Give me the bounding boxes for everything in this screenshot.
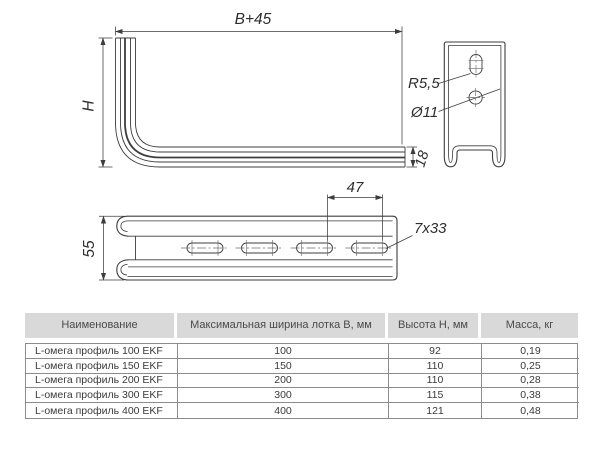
dim-slot-pitch-label: 47 (346, 179, 364, 196)
cell-name: L-омега профиль 200 EKF (26, 374, 178, 389)
cell-name: L-омега профиль 150 EKF (26, 359, 178, 374)
cell-name: L-омега профиль 100 EKF (26, 344, 178, 359)
dim-slot-pitch-47 (328, 195, 383, 241)
slot-centerlines (181, 240, 394, 256)
cell-max-width: 400 (178, 403, 389, 418)
table-header-row (25, 313, 578, 338)
cell-max-width: 200 (178, 374, 389, 389)
side-view-l-profile (116, 38, 406, 167)
dim-end-label: 18 (412, 149, 433, 170)
table-row (26, 344, 577, 359)
dim-width-b45 (116, 27, 403, 145)
cell-name: L-омега профиль 400 EKF (26, 403, 178, 418)
cell-name: L-омега профиль 300 EKF (26, 388, 178, 403)
cell-height: 110 (389, 359, 482, 374)
dim-profile-height-55 (99, 216, 124, 280)
cell-height: 115 (389, 388, 482, 403)
cell-mass: 0,38 (482, 388, 579, 403)
cell-height: 92 (389, 344, 482, 359)
dim-height-h (99, 38, 113, 167)
cell-height: 121 (389, 403, 482, 418)
spec-table (25, 313, 578, 419)
slot-radius-label: R5,5 (408, 75, 440, 92)
cell-mass: 0,19 (482, 344, 579, 359)
table-body (25, 343, 578, 419)
dim-width-label: B+45 (234, 11, 272, 28)
cell-mass: 0,25 (482, 359, 579, 374)
cell-max-width: 150 (178, 359, 389, 374)
slot-size-leader (386, 236, 413, 249)
table-row (26, 374, 577, 389)
header-mass: Масса, кг (481, 313, 578, 338)
dim-height-label: H (80, 100, 98, 112)
cell-max-width: 100 (178, 344, 389, 359)
table-row (26, 403, 577, 418)
header-max-width: Максимальная ширина лотка В, мм (177, 313, 388, 338)
cell-height: 110 (389, 374, 482, 389)
cell-mass: 0,48 (520, 404, 541, 417)
slot-size-label: 7x33 (414, 220, 447, 237)
header-name: Наименование (25, 313, 177, 338)
table-row (26, 359, 577, 374)
cell-mass: 0,28 (482, 374, 579, 389)
cell-max-width: 300 (178, 388, 389, 403)
leader-lines (439, 74, 501, 112)
hole-diameter-label: Ø11 (411, 104, 439, 121)
table-row (26, 388, 577, 403)
header-height: Высота Н, мм (388, 313, 481, 338)
dim-profile-height-label: 55 (81, 240, 98, 258)
